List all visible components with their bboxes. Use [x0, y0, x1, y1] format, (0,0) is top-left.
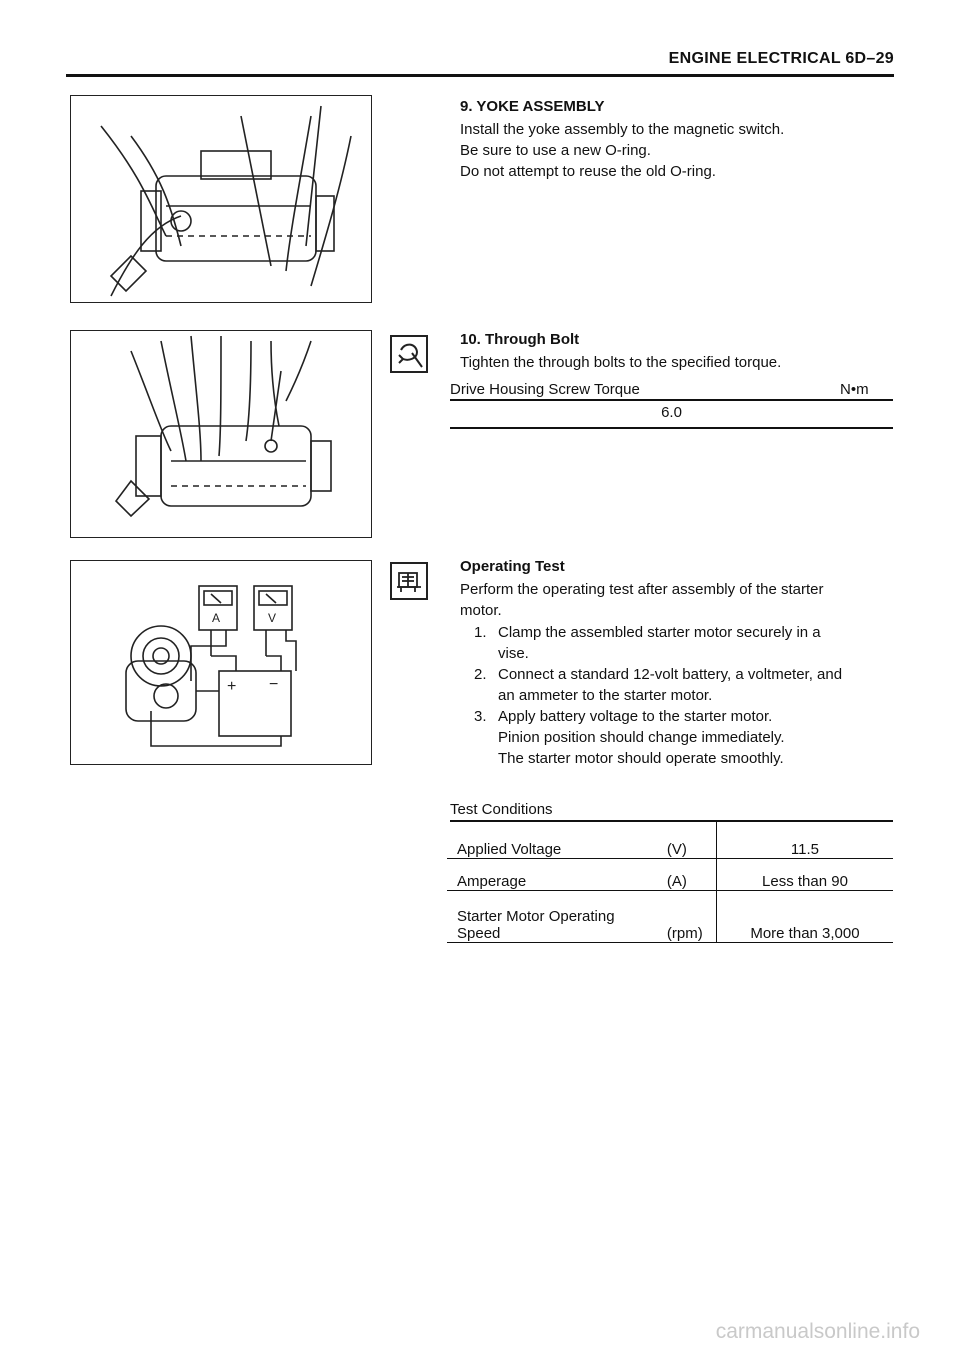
page-header: ENGINE ELECTRICAL 6D–29: [668, 50, 894, 67]
tc-row-amperage: [447, 858, 893, 890]
test-step-3-number: 3.: [474, 708, 487, 725]
header-rule: [66, 74, 894, 77]
section-yoke-title: 9. YOKE ASSEMBLY: [460, 98, 605, 115]
test-steps-list: [460, 622, 890, 769]
operating-test-illustration: [71, 561, 371, 764]
tc-row-speed: [447, 890, 893, 942]
tc-value: Less than 90: [716, 858, 893, 890]
test-step-1: [460, 622, 890, 664]
torque-spec-rule-top: [450, 399, 893, 401]
yoke-line-1: Install the yoke assembly to the magnetic switch.: [460, 121, 785, 138]
torque-spec-unit: N•m: [840, 381, 869, 398]
torque-wrench-icon: [390, 335, 428, 373]
watermark: carmanualsonline.info: [715, 1320, 920, 1343]
tc-unit: (A): [667, 858, 717, 890]
tc-param-line-1: Applied Voltage: [457, 840, 562, 858]
test-step-1-line-2: vise.: [498, 645, 529, 662]
tc-param-line-1: Starter Motor Operating: [457, 907, 615, 925]
test-step-2-line-1: Connect a standard 12-volt battery, a voltmeter, and: [498, 666, 843, 683]
tc-value: 11.5: [716, 821, 893, 858]
torque-spec-value: 6.0: [661, 404, 682, 421]
test-step-3-line-1: Apply battery voltage to the starter motor.: [498, 708, 773, 725]
test-step-3-line-2: Pinion position should change immediately.: [498, 729, 785, 746]
ammeter-label: A: [212, 611, 221, 625]
test-step-3: [460, 706, 890, 769]
yoke-assembly-illustration: [71, 96, 371, 302]
test-step-3-line-3: The starter motor should operate smoothly.: [498, 750, 784, 767]
tc-value: More than 3,000: [716, 890, 893, 942]
section-test-intro: [460, 579, 890, 621]
yoke-line-3: Do not attempt to reuse the old O-ring.: [460, 163, 716, 180]
tc-unit: (V): [667, 821, 717, 858]
test-step-2-line-2: an ammeter to the starter motor.: [498, 687, 713, 704]
inspection-icon: [390, 562, 428, 600]
figure-operating-test: [70, 560, 372, 765]
section-bolt-text: Tighten the through bolts to the specified torque.: [460, 354, 782, 371]
test-step-1-number: 1.: [474, 624, 487, 641]
tc-param-line-2: Speed: [457, 924, 501, 942]
test-step-1-line-1: Clamp the assembled starter motor securely in a: [498, 624, 821, 641]
section-yoke-text: [460, 119, 890, 182]
tc-row-voltage: [447, 821, 893, 858]
yoke-line-2: Be sure to use a new O-ring.: [460, 142, 651, 159]
battery-minus-label: −: [269, 676, 279, 693]
voltmeter-label: V: [268, 611, 277, 625]
test-conditions-caption: Test Conditions: [450, 801, 553, 818]
figure-through-bolt: [70, 330, 372, 538]
test-intro-line-1: Perform the operating test after assembly of the starter: [460, 581, 824, 598]
through-bolt-illustration: [71, 331, 371, 537]
tc-param: [447, 890, 667, 942]
tc-param-line-1: Amperage: [457, 872, 527, 890]
tc-param: [447, 821, 667, 858]
torque-spec-label: Drive Housing Screw Torque: [450, 381, 640, 398]
tc-param: [447, 858, 667, 890]
test-step-2: [460, 664, 890, 706]
figure-yoke-assembly: [70, 95, 372, 303]
test-conditions-table: [447, 821, 893, 943]
tc-unit: (rpm): [667, 890, 717, 942]
section-bolt-title: 10. Through Bolt: [460, 331, 580, 348]
test-intro-line-2: motor.: [460, 602, 502, 619]
torque-spec-rule-bottom: [450, 427, 893, 429]
test-step-2-number: 2.: [474, 666, 487, 683]
battery-plus-label: +: [227, 678, 237, 695]
section-test-title: Operating Test: [460, 558, 565, 575]
